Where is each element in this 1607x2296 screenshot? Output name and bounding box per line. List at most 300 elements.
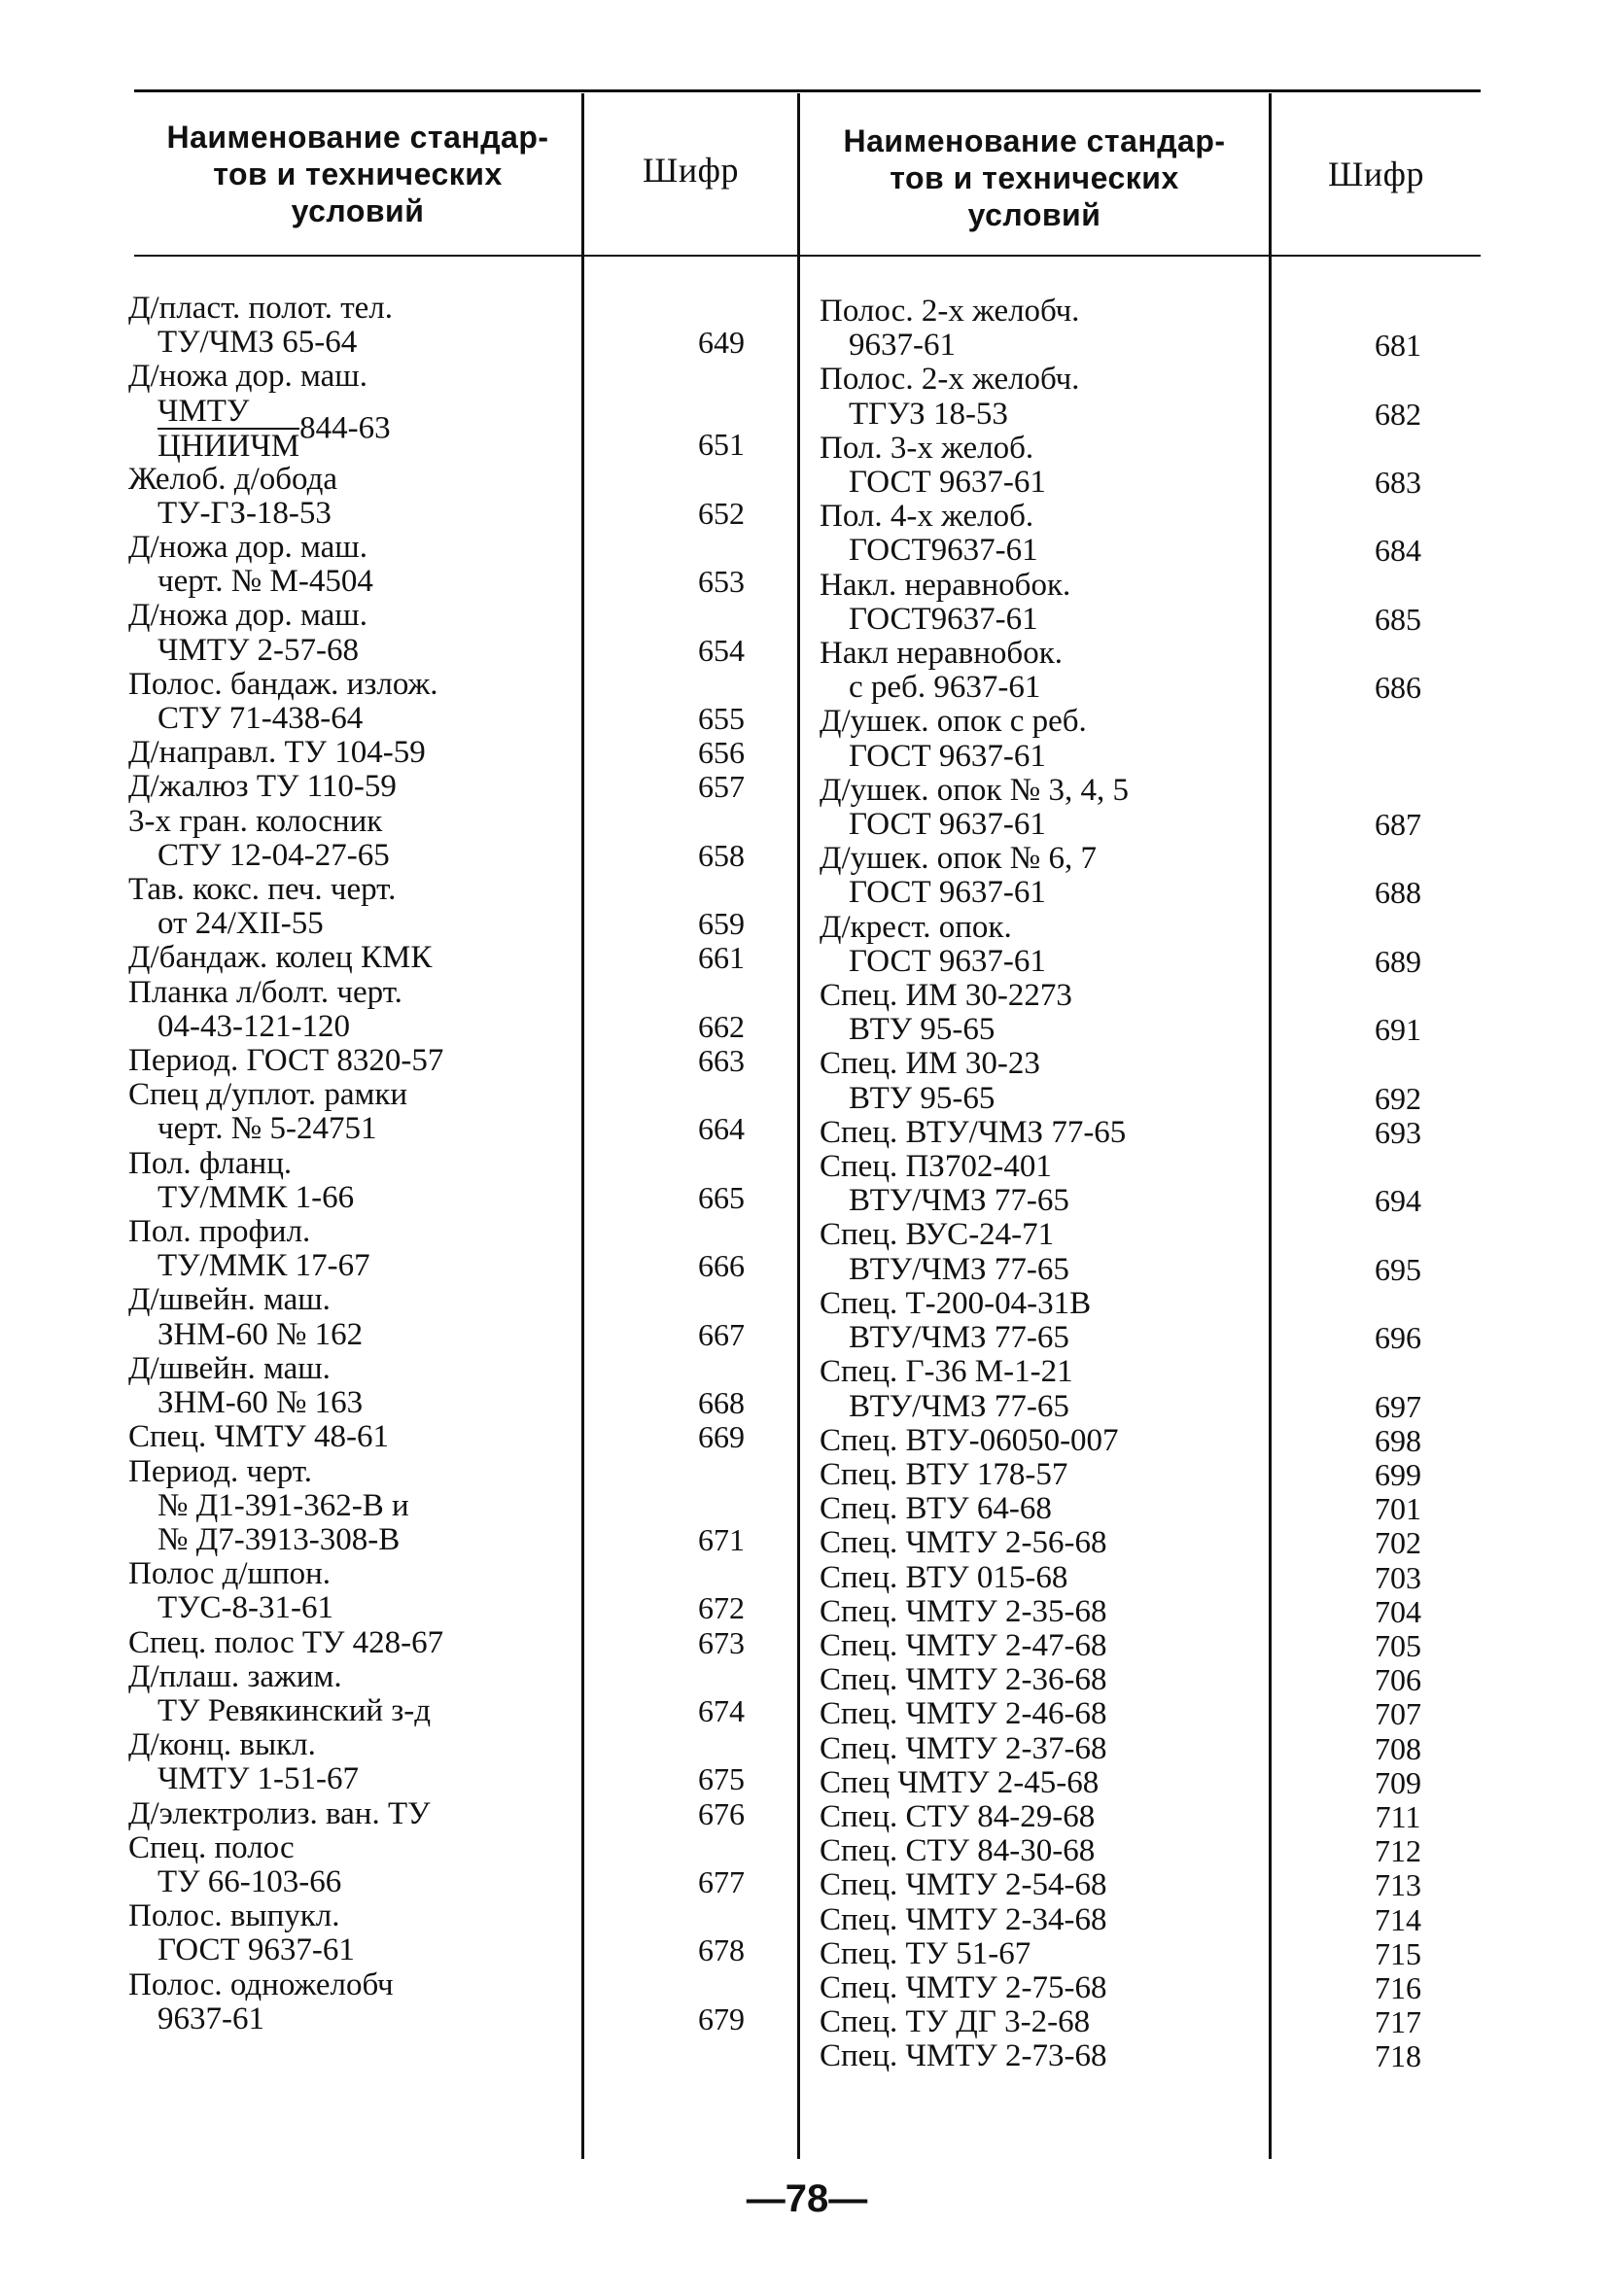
table-row bbox=[128, 974, 745, 1044]
table-row bbox=[820, 1354, 1421, 1424]
standard-name-line: Д/ушек. опок № 3, 4, 5 bbox=[820, 772, 1129, 808]
standard-name-line: ГОСТ 9637-61 bbox=[849, 807, 1046, 843]
table-row bbox=[820, 499, 1421, 569]
standard-name-line: Д/направл. ТУ 104-59 bbox=[128, 735, 426, 771]
standard-name-line: Д/ушек. опок № 6, 7 bbox=[820, 841, 1097, 877]
standard-name-line: ТУ Ревякинский з-д bbox=[157, 1692, 432, 1728]
standard-code: 678 bbox=[698, 1932, 745, 1968]
table-row bbox=[820, 1046, 1421, 1116]
standard-name-line: ГОСТ 9637-61 bbox=[849, 465, 1046, 501]
standard-name-line: от 24/XII-55 bbox=[157, 906, 324, 942]
standard-fraction-line bbox=[128, 395, 576, 463]
standard-name bbox=[128, 1044, 576, 1078]
standard-name-line: Д/конц. выкл. bbox=[128, 1727, 316, 1763]
standard-name bbox=[820, 1595, 1267, 1629]
standard-code: 703 bbox=[1375, 1559, 1421, 1595]
standard-name-line: Д/ножа дор. маш. bbox=[128, 530, 367, 566]
standard-name-line: Спец. ВУС-24-71 bbox=[820, 1217, 1055, 1253]
standard-name bbox=[820, 1834, 1267, 1868]
standard-code: 671 bbox=[698, 1521, 745, 1557]
standard-name-line: ВТУ 95-65 bbox=[849, 1080, 996, 1116]
standard-name-line: Спец. СТУ 84-30-68 bbox=[820, 1833, 1096, 1869]
standard-name bbox=[128, 873, 576, 941]
table-row bbox=[820, 1559, 1421, 1595]
standard-name bbox=[820, 1492, 1267, 1526]
standard-name-line: 9637-61 bbox=[849, 328, 956, 364]
table-row bbox=[128, 359, 745, 464]
standard-name-line: Спец д/уплот. рамки bbox=[128, 1077, 408, 1113]
standard-name bbox=[128, 976, 576, 1044]
header-line: Наименование стандар- bbox=[166, 120, 549, 155]
standard-name-line: Период. ГОСТ 8320-57 bbox=[128, 1043, 444, 1079]
standard-name-line: ВТУ/ЧМЗ 77-65 bbox=[849, 1388, 1069, 1424]
standard-name-line: ЧМТУ 1-51-67 bbox=[157, 1761, 360, 1797]
fraction-suffix: 844-63 bbox=[299, 410, 391, 445]
standard-name-line: Спец. ИМ 30-2273 bbox=[820, 978, 1072, 1014]
table-row bbox=[128, 1077, 745, 1147]
standard-name bbox=[128, 1455, 576, 1558]
table-row bbox=[128, 735, 745, 771]
standard-name bbox=[820, 842, 1267, 910]
standard-name-line: черт. № М-4504 bbox=[157, 564, 373, 600]
standard-name-line: ТУ/ЧМЗ 65-64 bbox=[157, 325, 358, 361]
standard-name-line: ВТУ/ЧМЗ 77-65 bbox=[849, 1183, 1069, 1219]
table-row bbox=[820, 2004, 1421, 2040]
table-row bbox=[820, 1696, 1421, 1732]
standard-name bbox=[128, 1660, 576, 1728]
standard-code: 717 bbox=[1375, 2004, 1421, 2040]
table-row bbox=[820, 362, 1421, 432]
standard-name-line: ГОСТ 9637-61 bbox=[849, 875, 1046, 911]
standard-code: 691 bbox=[1375, 1012, 1421, 1048]
standard-name-line: Спец. СТУ 84-29-68 bbox=[820, 1798, 1096, 1834]
standard-code: 707 bbox=[1375, 1696, 1421, 1732]
standard-name-line: Д/ушек. опок с реб. bbox=[820, 704, 1087, 740]
standard-name-line: Спец. ВТУ-06050-007 bbox=[820, 1422, 1119, 1458]
standard-code: 663 bbox=[698, 1043, 745, 1079]
standard-code: 711 bbox=[1375, 1798, 1421, 1834]
standard-name-line: ЗНМ-60 № 163 bbox=[157, 1385, 364, 1421]
standard-name-line: ТУ 66-103-66 bbox=[157, 1863, 342, 1899]
table-row bbox=[128, 1795, 745, 1831]
table-row bbox=[820, 1627, 1421, 1663]
standard-name bbox=[128, 1557, 576, 1625]
standard-name-line: Спец. ЧМТУ 2-75-68 bbox=[820, 1969, 1107, 2005]
standard-name-line: Спец. полос ТУ 428-67 bbox=[128, 1624, 444, 1660]
standard-code: 675 bbox=[698, 1761, 745, 1797]
standard-name-line: ГОСТ9637-61 bbox=[849, 533, 1038, 569]
table-row bbox=[820, 567, 1421, 637]
table-row bbox=[128, 598, 745, 668]
standard-code: 664 bbox=[698, 1111, 745, 1147]
standard-name bbox=[128, 1283, 576, 1351]
standard-name-line: Д/электролиз. ван. ТУ bbox=[128, 1795, 431, 1831]
standard-name bbox=[820, 1218, 1267, 1286]
standard-code: 713 bbox=[1375, 1867, 1421, 1903]
standard-code: 658 bbox=[698, 837, 745, 873]
standard-code: 683 bbox=[1375, 465, 1421, 501]
standard-name-line: Пол. фланц. bbox=[128, 1145, 293, 1181]
standard-code: 698 bbox=[1375, 1422, 1421, 1458]
standard-code: 676 bbox=[698, 1795, 745, 1831]
standard-name-line: Д/ножа дор. маш. bbox=[128, 359, 367, 395]
standard-code: 653 bbox=[698, 564, 745, 600]
column-divider-middle bbox=[797, 93, 800, 2159]
standard-name-line: 9637-61 bbox=[157, 2000, 264, 2036]
standard-name-line: ГОСТ 9637-61 bbox=[849, 738, 1046, 774]
standard-name-line: Д/швейн. маш. bbox=[128, 1350, 331, 1386]
standard-name-line: Спец. Г-36 М-1-21 bbox=[820, 1354, 1073, 1390]
standard-code: 705 bbox=[1375, 1627, 1421, 1663]
standard-name bbox=[128, 668, 576, 736]
table-row bbox=[820, 1969, 1421, 2005]
standard-code: 677 bbox=[698, 1863, 745, 1899]
standard-name-line: Спец. ТУ 51-67 bbox=[820, 1935, 1031, 1971]
standard-name-line: Спец. ЧМТУ 2-47-68 bbox=[820, 1627, 1107, 1663]
left-column bbox=[128, 291, 745, 2036]
header-line: условий bbox=[291, 193, 425, 228]
standard-code: 659 bbox=[698, 906, 745, 942]
standard-name-line: Спец. ЧМТУ 2-56-68 bbox=[820, 1525, 1107, 1561]
standard-code: 702 bbox=[1375, 1525, 1421, 1561]
standard-code: 672 bbox=[698, 1590, 745, 1626]
standard-name-line: ГОСТ 9637-61 bbox=[157, 1932, 355, 1968]
standard-name-line: черт. № 5-24751 bbox=[157, 1111, 377, 1147]
standard-name-line: Спец. ТУ ДГ 3-2-68 bbox=[820, 2004, 1091, 2040]
standard-name-line: Тав. кокс. печ. черт. bbox=[128, 872, 397, 908]
standard-name bbox=[128, 1626, 576, 1660]
fraction-denominator: ЦНИИЧМ bbox=[157, 428, 300, 464]
standard-code: 661 bbox=[698, 940, 745, 976]
table-row bbox=[820, 1149, 1421, 1219]
standard-name bbox=[820, 1458, 1267, 1492]
standard-name bbox=[128, 292, 576, 360]
standard-code: 657 bbox=[698, 769, 745, 805]
standard-name-line: Пол. 4-х желоб. bbox=[820, 499, 1034, 535]
standard-name bbox=[820, 637, 1267, 705]
standard-code: 667 bbox=[698, 1316, 745, 1352]
standard-name bbox=[128, 805, 576, 873]
standard-name-line: ТУ/ММК 1-66 bbox=[157, 1179, 355, 1215]
standard-name-line: СТУ 71-438-64 bbox=[157, 701, 364, 737]
table-row bbox=[820, 2038, 1421, 2074]
standard-code: 693 bbox=[1375, 1114, 1421, 1150]
standard-name bbox=[128, 1728, 576, 1796]
header-line: тов и технических bbox=[213, 157, 503, 191]
table-row bbox=[820, 772, 1421, 843]
table-row bbox=[820, 1662, 1421, 1698]
standard-name-line: ТУС-8-31-61 bbox=[157, 1590, 334, 1626]
standard-name bbox=[820, 1937, 1267, 1971]
table-row bbox=[128, 1624, 745, 1660]
standard-name-line: Желоб. д/обода bbox=[128, 461, 338, 497]
standard-name-line: Спец. ЧМТУ 2-34-68 bbox=[820, 1901, 1107, 1937]
fraction bbox=[157, 395, 299, 463]
standard-name-line: Спец. ИМ 30-23 bbox=[820, 1046, 1040, 1082]
table-row bbox=[128, 803, 745, 873]
standard-name-line: Д/ножа дор. маш. bbox=[128, 598, 367, 634]
standard-name bbox=[128, 360, 576, 462]
standard-code: 708 bbox=[1375, 1730, 1421, 1766]
table-row bbox=[820, 909, 1421, 979]
standard-name bbox=[820, 1629, 1267, 1663]
table-header-rule bbox=[134, 255, 1481, 257]
standard-code: 692 bbox=[1375, 1080, 1421, 1116]
standard-name-line: Накл неравнобок. bbox=[820, 636, 1063, 672]
standard-name-line: СТУ 12-04-27-65 bbox=[157, 837, 390, 873]
standard-code: 669 bbox=[698, 1419, 745, 1455]
standard-name-line: с реб. 9637-61 bbox=[849, 670, 1041, 706]
standard-name-line: Полос. одножелобч bbox=[128, 1966, 394, 2002]
standard-name bbox=[820, 295, 1267, 363]
standard-name bbox=[128, 1147, 576, 1215]
standard-name-line: Полос. выпукл. bbox=[128, 1898, 340, 1934]
standard-name bbox=[820, 1561, 1267, 1595]
standard-code: 712 bbox=[1375, 1833, 1421, 1869]
standard-name-line: Д/плаш. зажим. bbox=[128, 1658, 342, 1694]
standard-name-line: Планка л/болт. черт. bbox=[128, 974, 402, 1010]
standard-name-line: ЗНМ-60 № 162 bbox=[157, 1316, 364, 1352]
table-row bbox=[128, 291, 745, 361]
standard-name-line: ЧМТУ 2-57-68 bbox=[157, 632, 360, 668]
table-row bbox=[820, 1217, 1421, 1287]
standard-name-line: Полос. 2-х желобч. bbox=[820, 362, 1080, 398]
standard-name bbox=[820, 1868, 1267, 1902]
standard-name bbox=[820, 363, 1267, 431]
table-row bbox=[128, 940, 745, 976]
standard-name-line: Пол. профил. bbox=[128, 1214, 311, 1250]
table-row bbox=[128, 1658, 745, 1728]
standard-name-line: Спец. полос bbox=[128, 1829, 295, 1865]
table-row bbox=[128, 1282, 745, 1352]
table-row bbox=[820, 1593, 1421, 1629]
standard-code: 654 bbox=[698, 632, 745, 668]
standard-name bbox=[128, 1797, 576, 1831]
standard-name-line: Д/жалюз ТУ 110-59 bbox=[128, 769, 397, 805]
table-row bbox=[128, 1966, 745, 2036]
table-row bbox=[820, 1901, 1421, 1937]
column-divider-left bbox=[581, 93, 584, 2159]
standard-name-line: Спец. Т-200-04-31В bbox=[820, 1285, 1092, 1321]
standard-code: 685 bbox=[1375, 601, 1421, 637]
standard-code: 704 bbox=[1375, 1593, 1421, 1629]
standard-name-line: Полос д/шпон. bbox=[128, 1556, 332, 1592]
standard-code: 649 bbox=[698, 325, 745, 361]
standard-code: 697 bbox=[1375, 1388, 1421, 1424]
table-row bbox=[820, 1867, 1421, 1903]
table-row bbox=[128, 1145, 745, 1215]
standard-code: 699 bbox=[1375, 1456, 1421, 1492]
standard-name bbox=[820, 1355, 1267, 1423]
table-top-rule bbox=[134, 89, 1481, 92]
table-row bbox=[128, 530, 745, 600]
standard-code: 709 bbox=[1375, 1764, 1421, 1800]
standard-name-line: 3-х гран. колосник bbox=[128, 803, 383, 839]
header-name-right bbox=[800, 122, 1269, 233]
standard-name-line: ГОСТ 9637-61 bbox=[849, 943, 1046, 979]
table-row bbox=[820, 294, 1421, 364]
header-line: Наименование стандар- bbox=[843, 123, 1226, 158]
standard-code: 715 bbox=[1375, 1935, 1421, 1971]
standard-name bbox=[128, 599, 576, 667]
standard-name-line: Спец. ВТУ 64-68 bbox=[820, 1491, 1052, 1527]
standard-name bbox=[820, 1903, 1267, 1937]
standard-code: 696 bbox=[1375, 1320, 1421, 1356]
standard-name-line: ГОСТ9637-61 bbox=[849, 601, 1038, 637]
standard-name-line: Спец. ПЗ702-401 bbox=[820, 1149, 1052, 1185]
table-row bbox=[128, 1419, 745, 1455]
table-row bbox=[820, 430, 1421, 501]
right-column bbox=[820, 294, 1421, 2074]
table-row bbox=[128, 666, 745, 737]
standard-code: 679 bbox=[698, 2000, 745, 2036]
table-row bbox=[820, 978, 1421, 1048]
page-number: —78— bbox=[746, 2177, 868, 2220]
standard-name-line: Период. черт. bbox=[128, 1453, 312, 1489]
standard-code: 665 bbox=[698, 1179, 745, 1215]
standard-name-line: 04-43-121-120 bbox=[157, 1008, 350, 1044]
standard-name-line: ВТУ/ЧМЗ 77-65 bbox=[849, 1251, 1069, 1287]
standard-name bbox=[820, 1766, 1267, 1800]
standard-name bbox=[128, 770, 576, 804]
standard-name-line: Д/пласт. полот. тел. bbox=[128, 291, 394, 326]
table-row bbox=[128, 1898, 745, 1968]
standard-code: 695 bbox=[1375, 1251, 1421, 1287]
standard-code: 668 bbox=[698, 1385, 745, 1421]
standard-name-line: № Д7-3913-308-В bbox=[157, 1521, 401, 1557]
table-row bbox=[128, 1350, 745, 1421]
table-row bbox=[128, 1043, 745, 1079]
table-row bbox=[128, 1214, 745, 1284]
standard-name-line: Д/крест. опок. bbox=[820, 909, 1012, 945]
standard-name-line: Спец. ЧМТУ 2-46-68 bbox=[820, 1696, 1107, 1732]
table-row bbox=[128, 461, 745, 531]
standard-name bbox=[820, 1732, 1267, 1766]
standard-name bbox=[128, 1899, 576, 1967]
standard-code: 666 bbox=[698, 1248, 745, 1284]
standard-name-line: Спец. ВТУ 178-57 bbox=[820, 1456, 1068, 1492]
table-row bbox=[820, 1833, 1421, 1869]
standard-name-line: Спец. ВТУ/ЧМЗ 77-65 bbox=[820, 1114, 1127, 1150]
standard-code: 656 bbox=[698, 735, 745, 771]
standard-name-line: Спец ЧМТУ 2-45-68 bbox=[820, 1764, 1100, 1800]
standard-name bbox=[128, 1968, 576, 2036]
standard-name-line: Спец. ЧМТУ 2-54-68 bbox=[820, 1867, 1107, 1903]
standard-name-line: Полос. бандаж. излож. bbox=[128, 666, 438, 702]
standard-code: 651 bbox=[698, 427, 745, 463]
table-row bbox=[820, 1422, 1421, 1458]
standard-name bbox=[820, 500, 1267, 568]
standard-name bbox=[820, 569, 1267, 637]
table-row bbox=[820, 841, 1421, 911]
standard-code: 701 bbox=[1375, 1491, 1421, 1527]
standard-code: 681 bbox=[1375, 328, 1421, 364]
standard-name bbox=[128, 463, 576, 531]
standard-name-line: Спец. ЧМТУ 2-35-68 bbox=[820, 1593, 1107, 1629]
table-row bbox=[820, 1730, 1421, 1766]
table-row bbox=[820, 636, 1421, 706]
table-row bbox=[128, 1727, 745, 1797]
standard-name bbox=[128, 1420, 576, 1454]
standard-name-line: Спец. ЧМТУ 2-36-68 bbox=[820, 1662, 1107, 1698]
standard-code: 655 bbox=[698, 701, 745, 737]
header-line: условий bbox=[967, 197, 1101, 232]
standard-code: 686 bbox=[1375, 670, 1421, 706]
table-row bbox=[128, 1556, 745, 1626]
standard-name bbox=[820, 979, 1267, 1047]
standard-name-line: Полос. 2-х желобч. bbox=[820, 294, 1080, 329]
standard-name bbox=[820, 2005, 1267, 2039]
standard-code: 689 bbox=[1375, 943, 1421, 979]
standard-name-line: ВТУ/ЧМЗ 77-65 bbox=[849, 1320, 1069, 1356]
table-row bbox=[820, 1491, 1421, 1527]
standard-name bbox=[820, 774, 1267, 842]
standard-code: 688 bbox=[1375, 875, 1421, 911]
standard-name bbox=[820, 1047, 1267, 1115]
standard-name bbox=[820, 911, 1267, 979]
standard-name bbox=[128, 736, 576, 770]
standard-name-line: Пол. 3-х желоб. bbox=[820, 430, 1034, 466]
standard-name bbox=[820, 2039, 1267, 2073]
standard-name bbox=[820, 1116, 1267, 1150]
standard-name bbox=[128, 1831, 576, 1899]
standard-name bbox=[128, 941, 576, 975]
column-divider-right bbox=[1269, 93, 1272, 2159]
standard-name bbox=[820, 432, 1267, 500]
table-row bbox=[128, 769, 745, 805]
table-row bbox=[820, 705, 1267, 773]
standard-name bbox=[820, 1424, 1267, 1458]
standard-code: 687 bbox=[1375, 807, 1421, 843]
table-row bbox=[820, 1935, 1421, 1971]
standard-code: 716 bbox=[1375, 1969, 1421, 2005]
standard-code: 718 bbox=[1375, 2038, 1421, 2074]
standard-name-line: Спец. ЧМТУ 48-61 bbox=[128, 1419, 390, 1455]
table-row bbox=[820, 1798, 1421, 1834]
table-row bbox=[820, 1525, 1421, 1561]
standard-name-line: Накл. неравнобок. bbox=[820, 567, 1071, 603]
standard-code: 652 bbox=[698, 495, 745, 531]
standard-code: 682 bbox=[1375, 396, 1421, 432]
standard-code: 662 bbox=[698, 1008, 745, 1044]
standard-name-line: Спец. ЧМТУ 2-37-68 bbox=[820, 1730, 1107, 1766]
standard-name bbox=[820, 1697, 1267, 1731]
header-code-left: Шифр bbox=[643, 151, 739, 190]
table-row bbox=[820, 1764, 1421, 1800]
standard-name-line: № Д1-391-362-В и bbox=[157, 1487, 409, 1523]
standard-code: 694 bbox=[1375, 1183, 1421, 1219]
fraction-numerator: ЧМТУ bbox=[157, 395, 299, 430]
standard-name-line: ВТУ 95-65 bbox=[849, 1012, 996, 1048]
table-row bbox=[128, 872, 745, 942]
header-name-left bbox=[134, 119, 581, 229]
standard-code: 706 bbox=[1375, 1662, 1421, 1698]
standard-name bbox=[128, 1352, 576, 1420]
standard-code: 674 bbox=[698, 1692, 745, 1728]
standard-name bbox=[820, 705, 1267, 773]
standard-name-line: Д/швейн. маш. bbox=[128, 1282, 331, 1318]
standard-name bbox=[820, 1287, 1267, 1355]
table-row bbox=[820, 1114, 1421, 1150]
standard-name bbox=[820, 1150, 1267, 1218]
standard-code: 684 bbox=[1375, 533, 1421, 569]
standard-name bbox=[128, 1078, 576, 1146]
standard-name-line: Спец. ЧМТУ 2-73-68 bbox=[820, 2038, 1107, 2074]
standard-code: 714 bbox=[1375, 1901, 1421, 1937]
standard-name-line: ТУ-ГЗ-18-53 bbox=[157, 495, 332, 531]
header-code-right: Шифр bbox=[1328, 155, 1424, 193]
standard-name bbox=[820, 1971, 1267, 2005]
